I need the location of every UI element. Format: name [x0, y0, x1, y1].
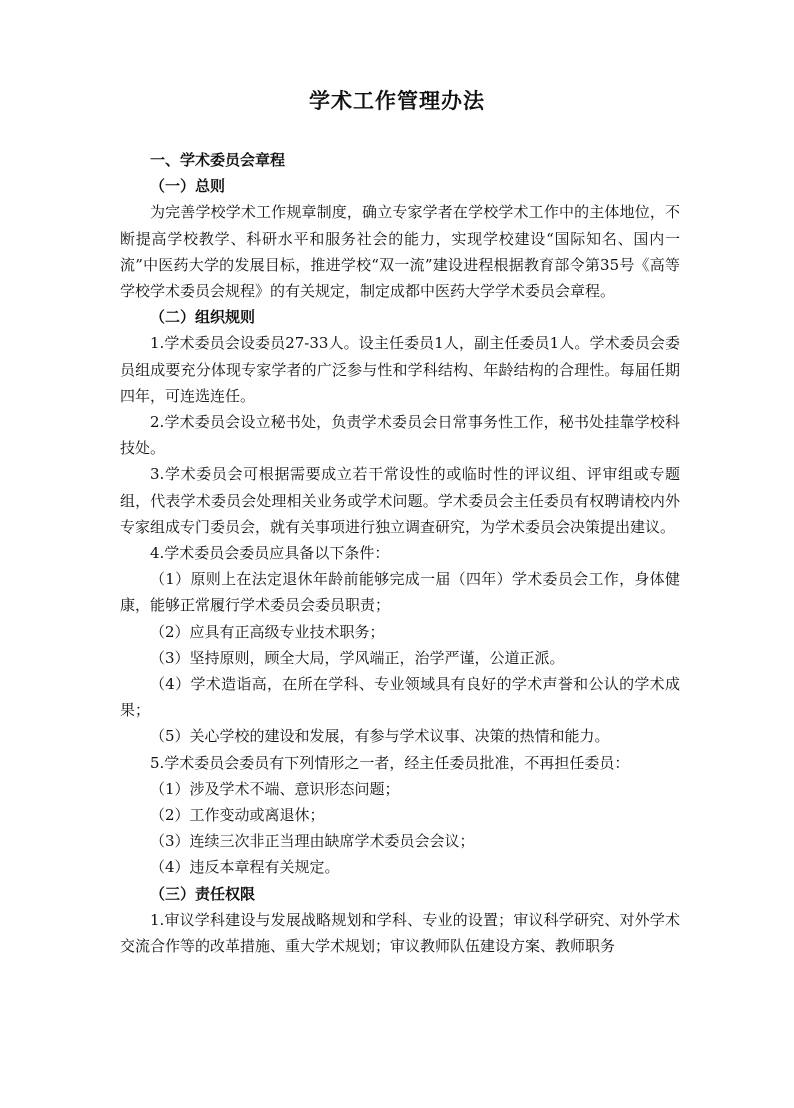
paragraph-item: 3.学术委员会可根据需要成立若干常设性的或临时性的评议组、评审组或专题组，代表学术委员会处理相关业务或学术问题。学术委员会主任委员有权聘请校内外专家组成专门委员会，就有关事项进行独立调查研究，为学术委员会决策提出建议。: [120, 465, 680, 536]
paragraph-item: 5.学术委员会委员有下列情形之一者，经主任委员批准，不再担任委员：: [150, 753, 630, 772]
condition-item: （4）学术造诣高，在所在学科、专业领域具有良好的学术声誉和公认的学术成果；: [120, 675, 680, 720]
subsection-heading-organization: （二）组织规则: [150, 308, 256, 327]
paragraph-item: 4.学术委员会委员应具备以下条件：: [150, 544, 390, 563]
subsection-heading-general: （一）总则: [150, 177, 226, 196]
paragraph-item: 1.学术委员会设委员27-33人。设主任委员1人，副主任委员1人。学术委员会委员组成要充分体现专家学者的广泛参与性和学科结构、年龄结构的合理性。每届任期四年，可连选连任。: [120, 334, 680, 405]
removal-condition-item: （3）连续三次非正当理由缺席学术委员会会议；: [150, 832, 475, 851]
removal-condition-item: （2）工作变动或离退休；: [150, 806, 325, 825]
document-title: 学术工作管理办法: [309, 88, 485, 113]
removal-condition-item: （4）违反本章程有关规定。: [150, 858, 340, 877]
subsection-heading-responsibilities: （三）责任权限: [150, 884, 256, 903]
section-heading-charter: 一、学术委员会章程: [150, 151, 286, 169]
condition-item: （1）原则上在法定退休年龄前能够完成一届（四年）学术委员会工作，身体健康，能够正常履行学术委员会委员职责；: [120, 570, 680, 615]
paragraph-responsibilities: 1.审议学科建设与发展战略规划和学科、专业的设置；审议科学研究、对外学术交流合作等的改革措施、重大学术规划；审议教师队伍建设方案、教师职务: [120, 910, 680, 956]
document-body: [120, 147, 680, 959]
removal-condition-item: （1）涉及学术不端、意识形态问题；: [150, 779, 400, 798]
condition-item: （2）应具有正高级专业技术职务；: [150, 622, 385, 641]
condition-item: （5）关心学校的建设和发展，有参与学术议事、决策的热情和能力。: [150, 727, 610, 746]
paragraph-general: 为完善学校学术工作规章制度，确立专家学者在学校学术工作中的主体地位，不断提高学校教学、科研水平和服务社会的能力，实现学校建设“国际知名、国内一流”中医药大学的发展目标，推进学校“双一流”建设进程根据教育部令第35号《高等学校学术委员会规程》的有关规定，制定成都中医药大学学术委员会章程。: [120, 203, 680, 301]
paragraph-item: 2.学术委员会设立秘书处，负责学术委员会日常事务性工作，秘书处挂靠学校科技处。: [120, 413, 680, 458]
condition-item: （3）坚持原则，顾全大局，学风端正，治学严谨，公道正派。: [150, 648, 565, 667]
